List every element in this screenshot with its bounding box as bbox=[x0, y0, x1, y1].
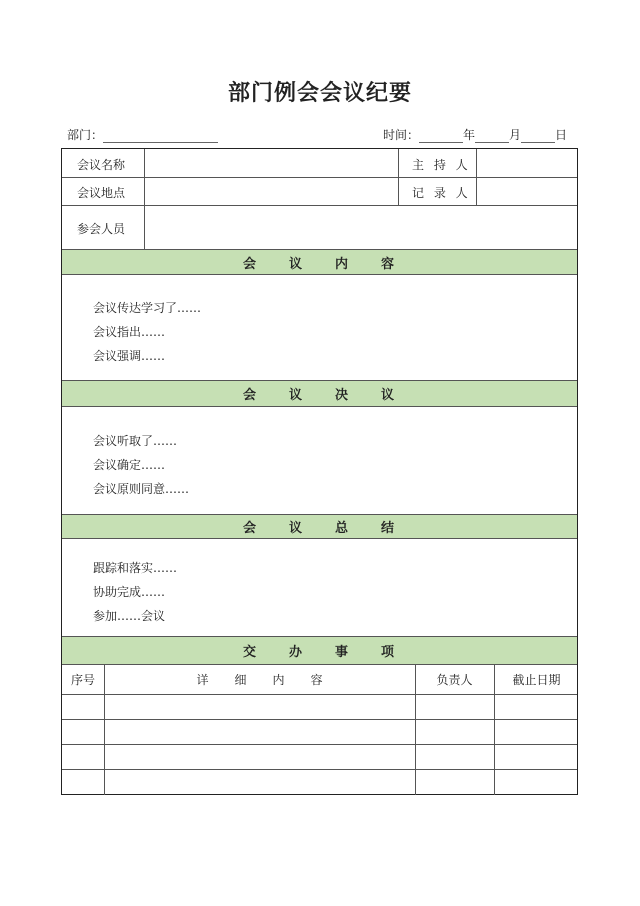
task-table bbox=[62, 665, 577, 795]
section-title-char: 总 bbox=[334, 521, 350, 536]
day-label: 日 bbox=[555, 128, 568, 142]
table-row[interactable] bbox=[62, 770, 577, 794]
year-label: 年 bbox=[463, 128, 476, 142]
section-title-char: 容 bbox=[380, 256, 396, 272]
details-header-char: 细 bbox=[234, 673, 247, 687]
section-title-char: 结 bbox=[380, 521, 396, 536]
section-title-char: 项 bbox=[380, 645, 396, 660]
details-header-char: 详 bbox=[196, 673, 209, 687]
host-value[interactable] bbox=[478, 150, 576, 176]
section-title-char: 会 bbox=[242, 521, 258, 536]
attendees-value[interactable] bbox=[146, 206, 576, 248]
section-title-char: 会 bbox=[242, 256, 258, 272]
section-title-char: 内 bbox=[334, 256, 350, 272]
resolution-item: 会议确定…… bbox=[93, 458, 166, 472]
col-header-deadline: 截止日期 bbox=[512, 673, 561, 687]
table-row[interactable] bbox=[62, 720, 577, 744]
meeting-name-label: 会议名称 bbox=[77, 158, 126, 172]
section-title-char: 交 bbox=[242, 645, 258, 660]
task-header-row bbox=[62, 665, 577, 694]
meeting-location-label: 会议地点 bbox=[77, 186, 126, 200]
content-item: 会议传达学习了…… bbox=[93, 301, 202, 315]
content-item: 会议指出…… bbox=[93, 325, 166, 339]
section-header-tasks bbox=[62, 636, 577, 665]
section-title-char: 会 bbox=[242, 388, 258, 403]
summary-item: 跟踪和落实…… bbox=[93, 561, 178, 575]
summary-item: 参加……会议 bbox=[93, 609, 166, 623]
col-divider bbox=[398, 149, 399, 205]
host-label: 主 持 人 bbox=[412, 158, 471, 172]
section-title-char: 办 bbox=[288, 645, 304, 660]
time-field bbox=[383, 126, 567, 143]
section-title-char: 决 bbox=[334, 388, 350, 403]
department-blank[interactable] bbox=[103, 130, 218, 143]
section-header-summary bbox=[62, 514, 577, 539]
section-header-resolution bbox=[62, 380, 577, 407]
month-label: 月 bbox=[509, 128, 522, 142]
resolution-item: 会议听取了…… bbox=[93, 434, 178, 448]
section-title-char: 事 bbox=[334, 645, 350, 660]
month-blank[interactable] bbox=[475, 130, 509, 143]
resolution-item: 会议原则同意…… bbox=[93, 482, 190, 496]
table-row[interactable] bbox=[62, 695, 577, 719]
summary-item: 协助完成…… bbox=[93, 585, 166, 599]
time-label: 时间： bbox=[383, 128, 420, 142]
col-divider bbox=[476, 149, 477, 205]
details-header-char: 容 bbox=[310, 673, 323, 687]
section-header-content bbox=[62, 249, 577, 275]
meeting-name-value[interactable] bbox=[146, 150, 396, 176]
section-title-char: 议 bbox=[288, 256, 304, 272]
col-header-owner: 负责人 bbox=[436, 673, 473, 687]
details-header-char: 内 bbox=[272, 673, 285, 687]
minutes-form bbox=[61, 148, 578, 795]
col-header-no: 序号 bbox=[70, 673, 95, 687]
day-blank[interactable] bbox=[521, 130, 555, 143]
meeting-location-value[interactable] bbox=[146, 178, 396, 204]
section-title-char: 议 bbox=[380, 388, 396, 403]
department-label: 部门： bbox=[67, 128, 104, 142]
attendees-label: 参会人员 bbox=[77, 222, 126, 236]
recorder-label: 记 录 人 bbox=[412, 186, 471, 200]
content-item: 会议强调…… bbox=[93, 349, 166, 363]
department-field bbox=[67, 126, 218, 143]
section-title-char: 议 bbox=[288, 521, 304, 536]
document-title: 部门例会会议纪要 bbox=[227, 81, 412, 106]
col-header-details bbox=[104, 665, 415, 694]
recorder-value[interactable] bbox=[478, 178, 576, 204]
section-title-char: 议 bbox=[288, 388, 304, 403]
table-row[interactable] bbox=[62, 745, 577, 769]
col-divider bbox=[144, 149, 145, 249]
year-blank[interactable] bbox=[419, 130, 463, 143]
